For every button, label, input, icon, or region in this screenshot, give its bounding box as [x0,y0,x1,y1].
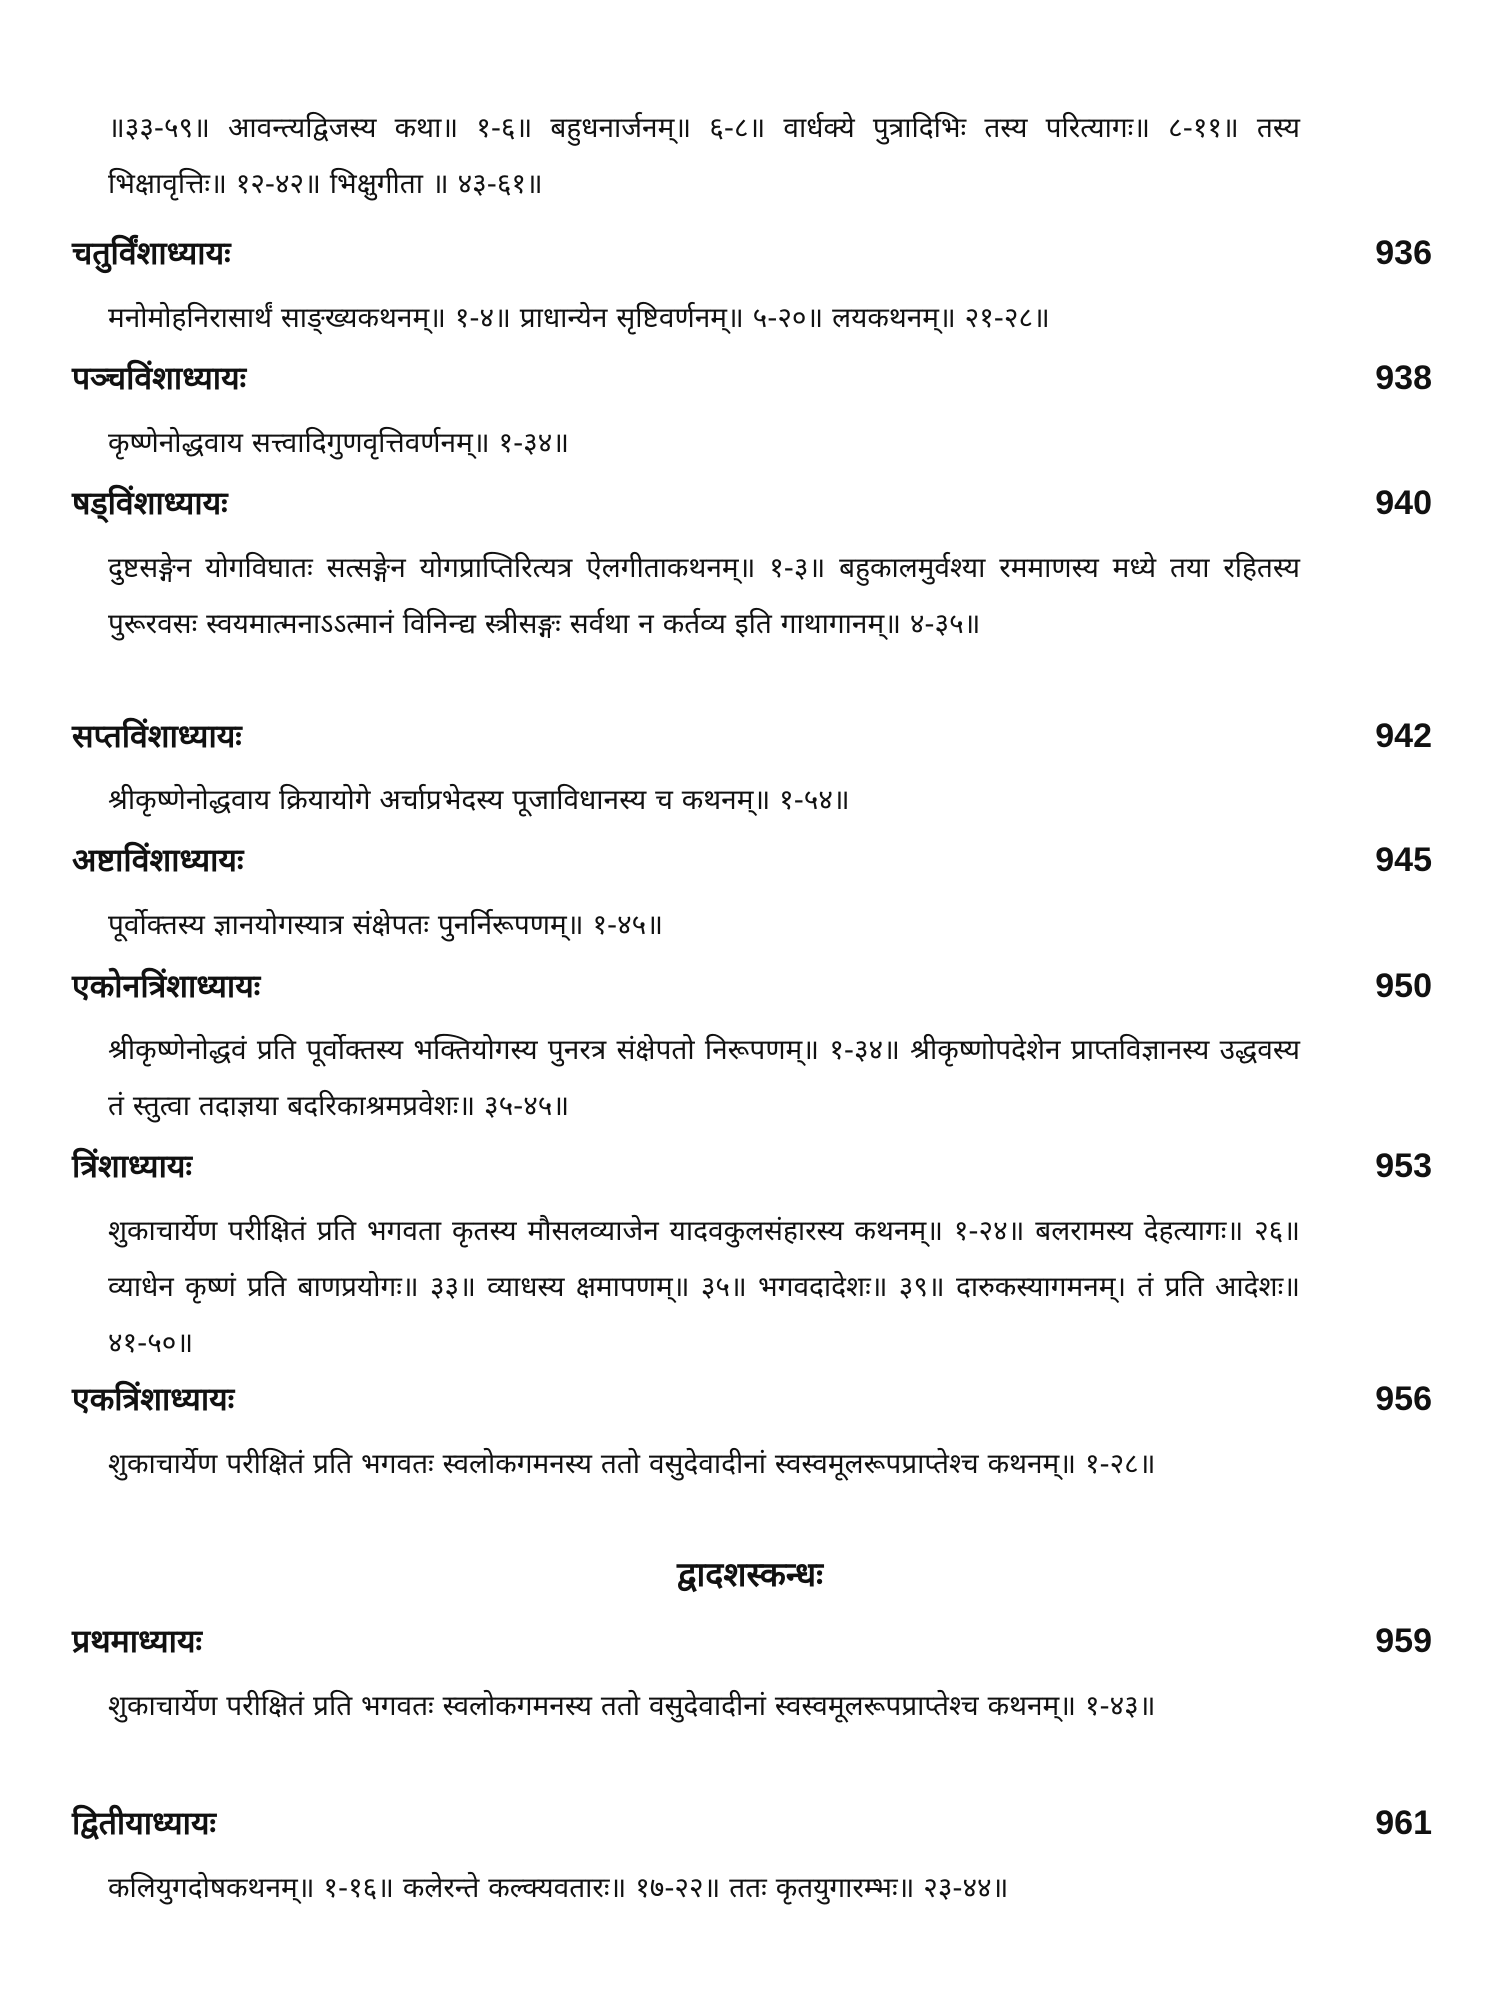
chapter-summary: श्रीकृष्णेनोद्धवं प्रति पूर्वोक्तस्य भक्तियोगस्य पुनरत्र संक्षेपतो निरूपणम्॥ १-३४॥ श्रीकृष्णोपदेशेन प्राप्तविज्ञानस्य उद्धवस्य तं स्तुत्वा तदाज्ञया बदरिकाश्रमप्रवेशः॥ ३५-४५॥ [108,1033,1300,1122]
chapter-heading[interactable] [72,832,1432,888]
chapter-title: पञ्चविंशाध्यायः [72,359,247,397]
chapter-title: द्वितीयाध्यायः [72,1804,216,1842]
chapter-page-number: 938 [1375,359,1432,397]
chapter-summary: कृष्णेनोद्धवाय सत्त्वादिगुणवृत्तिवर्णनम्॥ १-३४॥ [108,426,570,459]
chapter-page-number: 942 [1375,717,1432,755]
chapter-summary: शुकाचार्येण परीक्षितं प्रति भगवता कृतस्य मौसलव्याजेन यादवकुलसंहारस्य कथनम्॥ १-२४॥ बलरामस्य देहत्यागः॥ २६॥ व्याधेन कृष्णं प्रति बाणप्रयोगः॥ ३३॥ व्याधस्य क्षमापणम्॥ ३५॥ भगवदादेशः॥ ३९॥ दारुकस्यागमनम्। तं प्रति आदेशः॥४१-५०॥ [108,1214,1300,1359]
chapter-title: अष्टाविंशाध्यायः [72,841,244,879]
chapter-page-number: 953 [1375,1147,1432,1185]
chapter-summary: शुकाचार्येण परीक्षितं प्रति भगवतः स्वलोकगमनस्य ततो वसुदेवादीनां स्वस्वमूलरूपप्राप्तेश्च कथनम्॥ १-२८॥ [108,1447,1156,1480]
chapter-page-number: 936 [1375,234,1432,272]
chapter-title: षड्विंशाध्यायः [72,484,228,522]
chapter-heading[interactable] [72,1138,1432,1194]
chapter-summary: मनोमोहनिरासार्थं साङ्ख्यकथनम्॥ १-४॥ प्राधान्येन सृष्टिवर्णनम्॥ ५-२०॥ लयकथनम्॥ २१-२८॥ [108,301,1050,334]
chapter-summary: पूर्वोक्तस्य ज्ञानयोगस्यात्र संक्षेपतः पुनर्निरूपणम्॥ १-४५॥ [108,908,663,941]
chapter-title: चतुर्विंशाध्यायः [72,234,231,272]
chapter-page-number: 950 [1375,967,1432,1005]
chapter-page-number: 956 [1375,1380,1432,1418]
chapter-summary: श्रीकृष्णेनोद्धवाय क्रियायोगे अर्चाप्रभेदस्य पूजाविधानस्य च कथनम्॥ १-५४॥ [108,783,850,816]
chapter-title: एकत्रिंशाध्यायः [72,1380,235,1418]
chapter-summary: शुकाचार्येण परीक्षितं प्रति भगवतः स्वलोकगमनस्य ततो वसुदेवादीनां स्वस्वमूलरूपप्राप्तेश्च कथनम्॥ १-४३॥ [108,1689,1156,1722]
chapter-heading[interactable] [72,350,1432,406]
chapter-summary: दुष्टसङ्गेन योगविघातः सत्सङ्गेन योगप्राप्तिरित्यत्र ऐलगीताकथनम्॥ १-३॥ बहुकालमुर्वश्या रममाणस्य मध्ये तया रहितस्य पुरूरवसः स्वयमात्मनाऽऽत्मानं विनिन्द्य स्त्रीसङ्गः सर्वथा न कर्तव्य इति गाथागानम्॥ ४-३५॥ [108,551,1300,640]
skandha-heading: द्वादशस्कन्धः [676,1555,824,1595]
chapter-page-number: 959 [1375,1622,1432,1660]
chapter-heading[interactable] [72,958,1432,1014]
chapter-heading[interactable] [72,1613,1432,1669]
continuation-summary: ॥३३-५९॥ आवन्त्यद्विजस्य कथा॥ १-६॥ बहुधनार्जनम्॥ ६-८॥ वार्धक्ये पुत्रादिभिः तस्य परित्यागः॥ ८-११॥ तस्य भिक्षावृत्तिः॥ १२-४२॥ भिक्षुगीता ॥ ४३-६१॥ [108,111,1300,200]
chapter-title: त्रिंशाध्यायः [72,1147,192,1185]
chapter-page-number: 961 [1375,1804,1432,1842]
chapter-title: प्रथमाध्यायः [72,1622,202,1660]
chapter-heading[interactable] [72,1371,1432,1427]
chapter-heading[interactable] [72,708,1432,764]
chapter-page-number: 945 [1375,841,1432,879]
chapter-heading[interactable] [72,225,1432,281]
chapter-title: सप्तविंशाध्यायः [72,717,242,755]
chapter-heading[interactable] [72,475,1432,531]
chapter-heading[interactable] [72,1795,1432,1851]
chapter-summary: कलियुगदोषकथनम्॥ १-१६॥ कलेरन्ते कल्क्यवतारः॥ १७-२२॥ ततः कृतयुगारम्भः॥ २३-४४॥ [108,1871,1009,1904]
chapter-title: एकोनत्रिंशाध्यायः [72,967,261,1005]
chapter-page-number: 940 [1375,484,1432,522]
